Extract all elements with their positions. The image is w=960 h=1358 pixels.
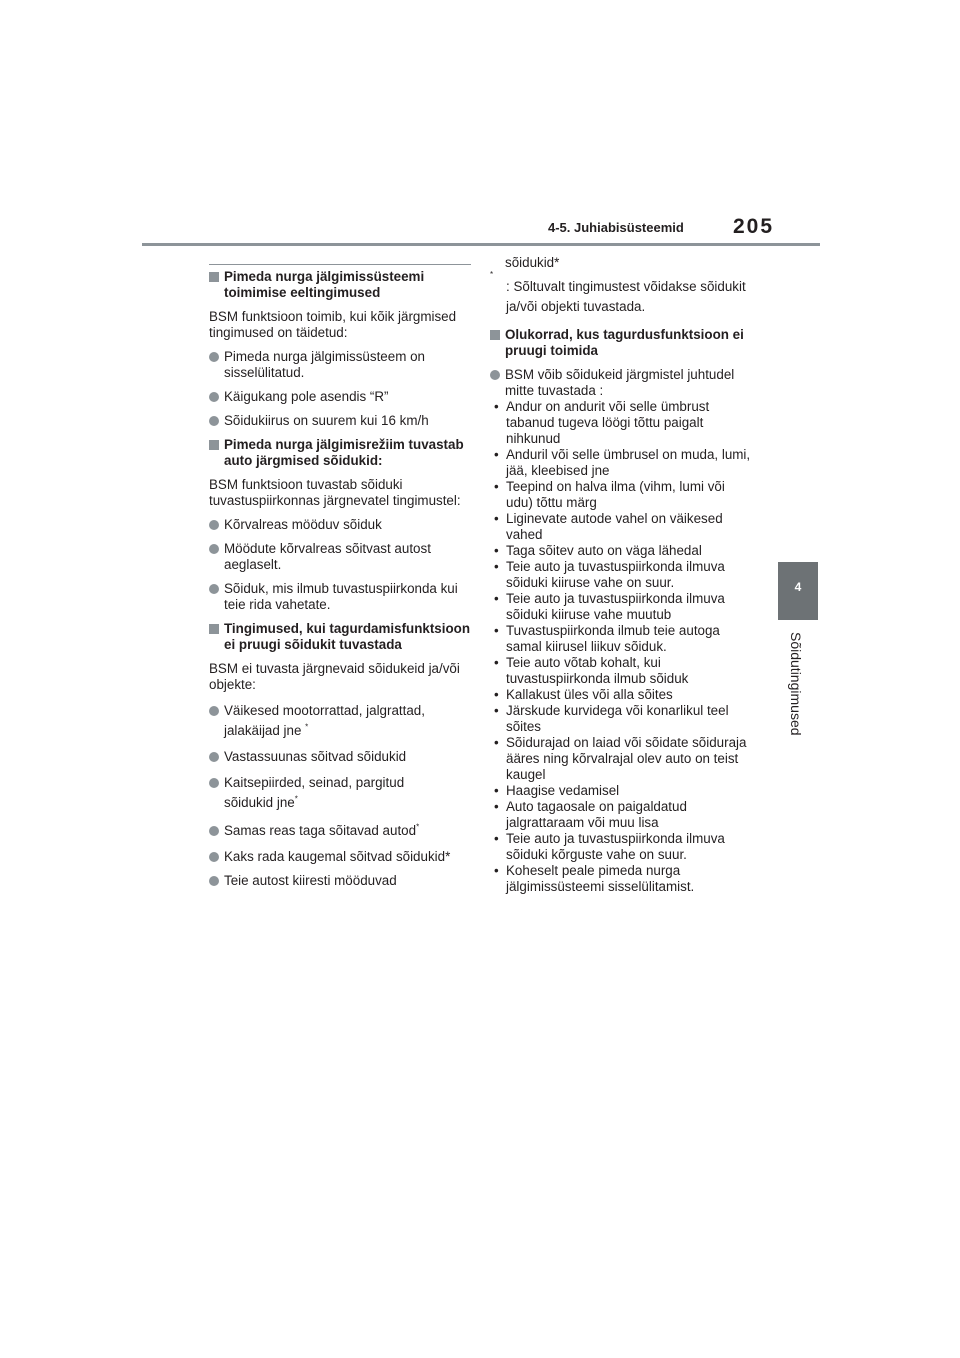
list-item: • Andur on andurit või selle ümbrust tabanud tugeva löögi tõttu paigalt nihkunud (494, 399, 710, 446)
chapter-number: 4 (794, 580, 802, 594)
circle-bullet-icon (209, 584, 219, 594)
left-column (209, 264, 471, 897)
circle-bullet-icon (209, 852, 219, 862)
square-bullet-icon (490, 330, 500, 340)
section-heading: Tingimused, kui tagurdamisfunktsioon ei pruugi sõidukit tuvastada (209, 621, 471, 653)
list-item: • Teie auto võtab kohalt, kui tuvastuspiirkonda ilmub sõiduk (494, 655, 689, 686)
list-item: • Liginevate autode vahel on väikesed vahed (494, 511, 723, 542)
list-item: • Sõidurajad on laiad või sõidate sõiduraja ääres ning kõrvalrajal olev auto on teist kaugel (494, 735, 747, 782)
list-item: Sõidukiirus on suurem kui 16 km/h (209, 413, 471, 429)
list-item: Vastassuunas sõitvad sõidukid (209, 749, 471, 765)
circle-bullet-icon (209, 352, 219, 362)
circle-bullet-icon (209, 416, 219, 426)
list-item: • Auto tagaosale on paigaldatud jalgrattaraam või muu lisa (494, 799, 687, 830)
list-item: • Teie auto ja tuvastuspiirkonda ilmuva sõiduki kiiruse vahe muutub (494, 591, 725, 622)
footnote: * : Sõltuvalt tingimustest võidakse sõidukit ja/või objekti tuvastada. (490, 270, 746, 314)
chapter-title-text: Sõidutingimused (788, 632, 804, 736)
list-item: • Taga sõitev auto on väga lähedal (494, 543, 702, 558)
list-item: Väikesed mootorrattad, jalgrattad, jalakäijad jne * (209, 701, 471, 741)
list-item: Käigukang pole asendis “R” (209, 389, 471, 405)
section-heading: Pimeda nurga jälgimisrežiim tuvastab auto järgmised sõidukid: (209, 437, 471, 469)
circle-bullet-icon (209, 876, 219, 886)
list-item: Samas reas taga sõitavad autod* (209, 821, 471, 841)
list-item: • Teie auto ja tuvastuspiirkonda ilmuva sõiduki kiiruse vahe on suur. (494, 559, 725, 590)
circle-bullet-icon (490, 370, 500, 380)
list-item: BSM võib sõidukeid järgmistel juhtudel mitte tuvastada : (490, 367, 752, 399)
circle-bullet-icon (209, 520, 219, 530)
list-item: • Tuvastuspiirkonda ilmub teie autoga samal kiirusel liikuv sõiduk. (494, 623, 720, 654)
footnote-marker: * (305, 722, 309, 732)
footnote-marker: * (416, 822, 420, 832)
list-item: • Anduril või selle ümbrusel on muda, lumi, jää, kleebised jne (494, 447, 751, 478)
list-item: • Teie auto ja tuvastuspiirkonda ilmuva sõiduki kõrguste vahe on suur. (494, 831, 725, 862)
continued-text: sõidukid* (505, 255, 560, 270)
circle-bullet-icon (209, 392, 219, 402)
square-bullet-icon (209, 440, 219, 450)
list-item: Teie autost kiiresti mööduvad (209, 873, 471, 889)
circle-bullet-icon (209, 706, 219, 716)
square-bullet-icon (209, 624, 219, 634)
list-item: Kõrvalreas mööduv sõiduk (209, 517, 471, 533)
footnote-marker: * (294, 794, 298, 804)
section-intro: BSM funktsioon toimib, kui kõik järgmised tingimused on täidetud: (209, 309, 457, 340)
header-rule (142, 243, 820, 246)
section-heading: Olukorrad, kus tagurdusfunktsioon ei pruugi toimida (490, 327, 752, 359)
section-intro: BSM ei tuvasta järgnevaid sõidukeid ja/või objekte: (209, 661, 460, 692)
list-item: Pimeda nurga jälgimissüsteem on sisselülitatud. (209, 349, 471, 381)
list-item: • Järskude kurvidega või konarlikul teel sõites (494, 703, 729, 734)
right-column (490, 255, 752, 903)
list-item: Sõiduk, mis ilmub tuvastuspiirkonda kui teie rida vahetate. (209, 581, 471, 613)
section-title: 4-5. Juhiabisüsteemid (548, 220, 684, 235)
section-heading: Pimeda nurga jälgimissüsteemi toimimise eeltingimused (209, 269, 471, 301)
list-item: • Koheselt peale pimeda nurga jälgimissüsteemi sisselülitamist. (494, 863, 695, 894)
list-item: • Kallakust üles või alla sõites (494, 687, 673, 702)
circle-bullet-icon (209, 778, 219, 788)
section-rule (209, 264, 471, 265)
chapter-title (782, 632, 812, 752)
circle-bullet-icon (209, 826, 219, 836)
list-item: Kaitsepiirded, seinad, pargitud sõidukid jne* (209, 773, 471, 813)
condition-list (490, 399, 752, 895)
list-item: Möödute kõrvalreas sõitvast autost aeglaselt. (209, 541, 471, 573)
list-item: • Teepind on halva ilma (vihm, lumi või udu) tõttu märg (494, 479, 725, 510)
page-number: 205 (733, 215, 775, 238)
circle-bullet-icon (209, 544, 219, 554)
square-bullet-icon (209, 272, 219, 282)
list-item: • Haagise vedamisel (494, 783, 620, 798)
list-item: Kaks rada kaugemal sõitvad sõidukid* (209, 849, 471, 865)
circle-bullet-icon (209, 752, 219, 762)
section-intro: BSM funktsioon tuvastab sõiduki tuvastuspiirkonnas järgnevatel tingimustel: (209, 477, 461, 508)
